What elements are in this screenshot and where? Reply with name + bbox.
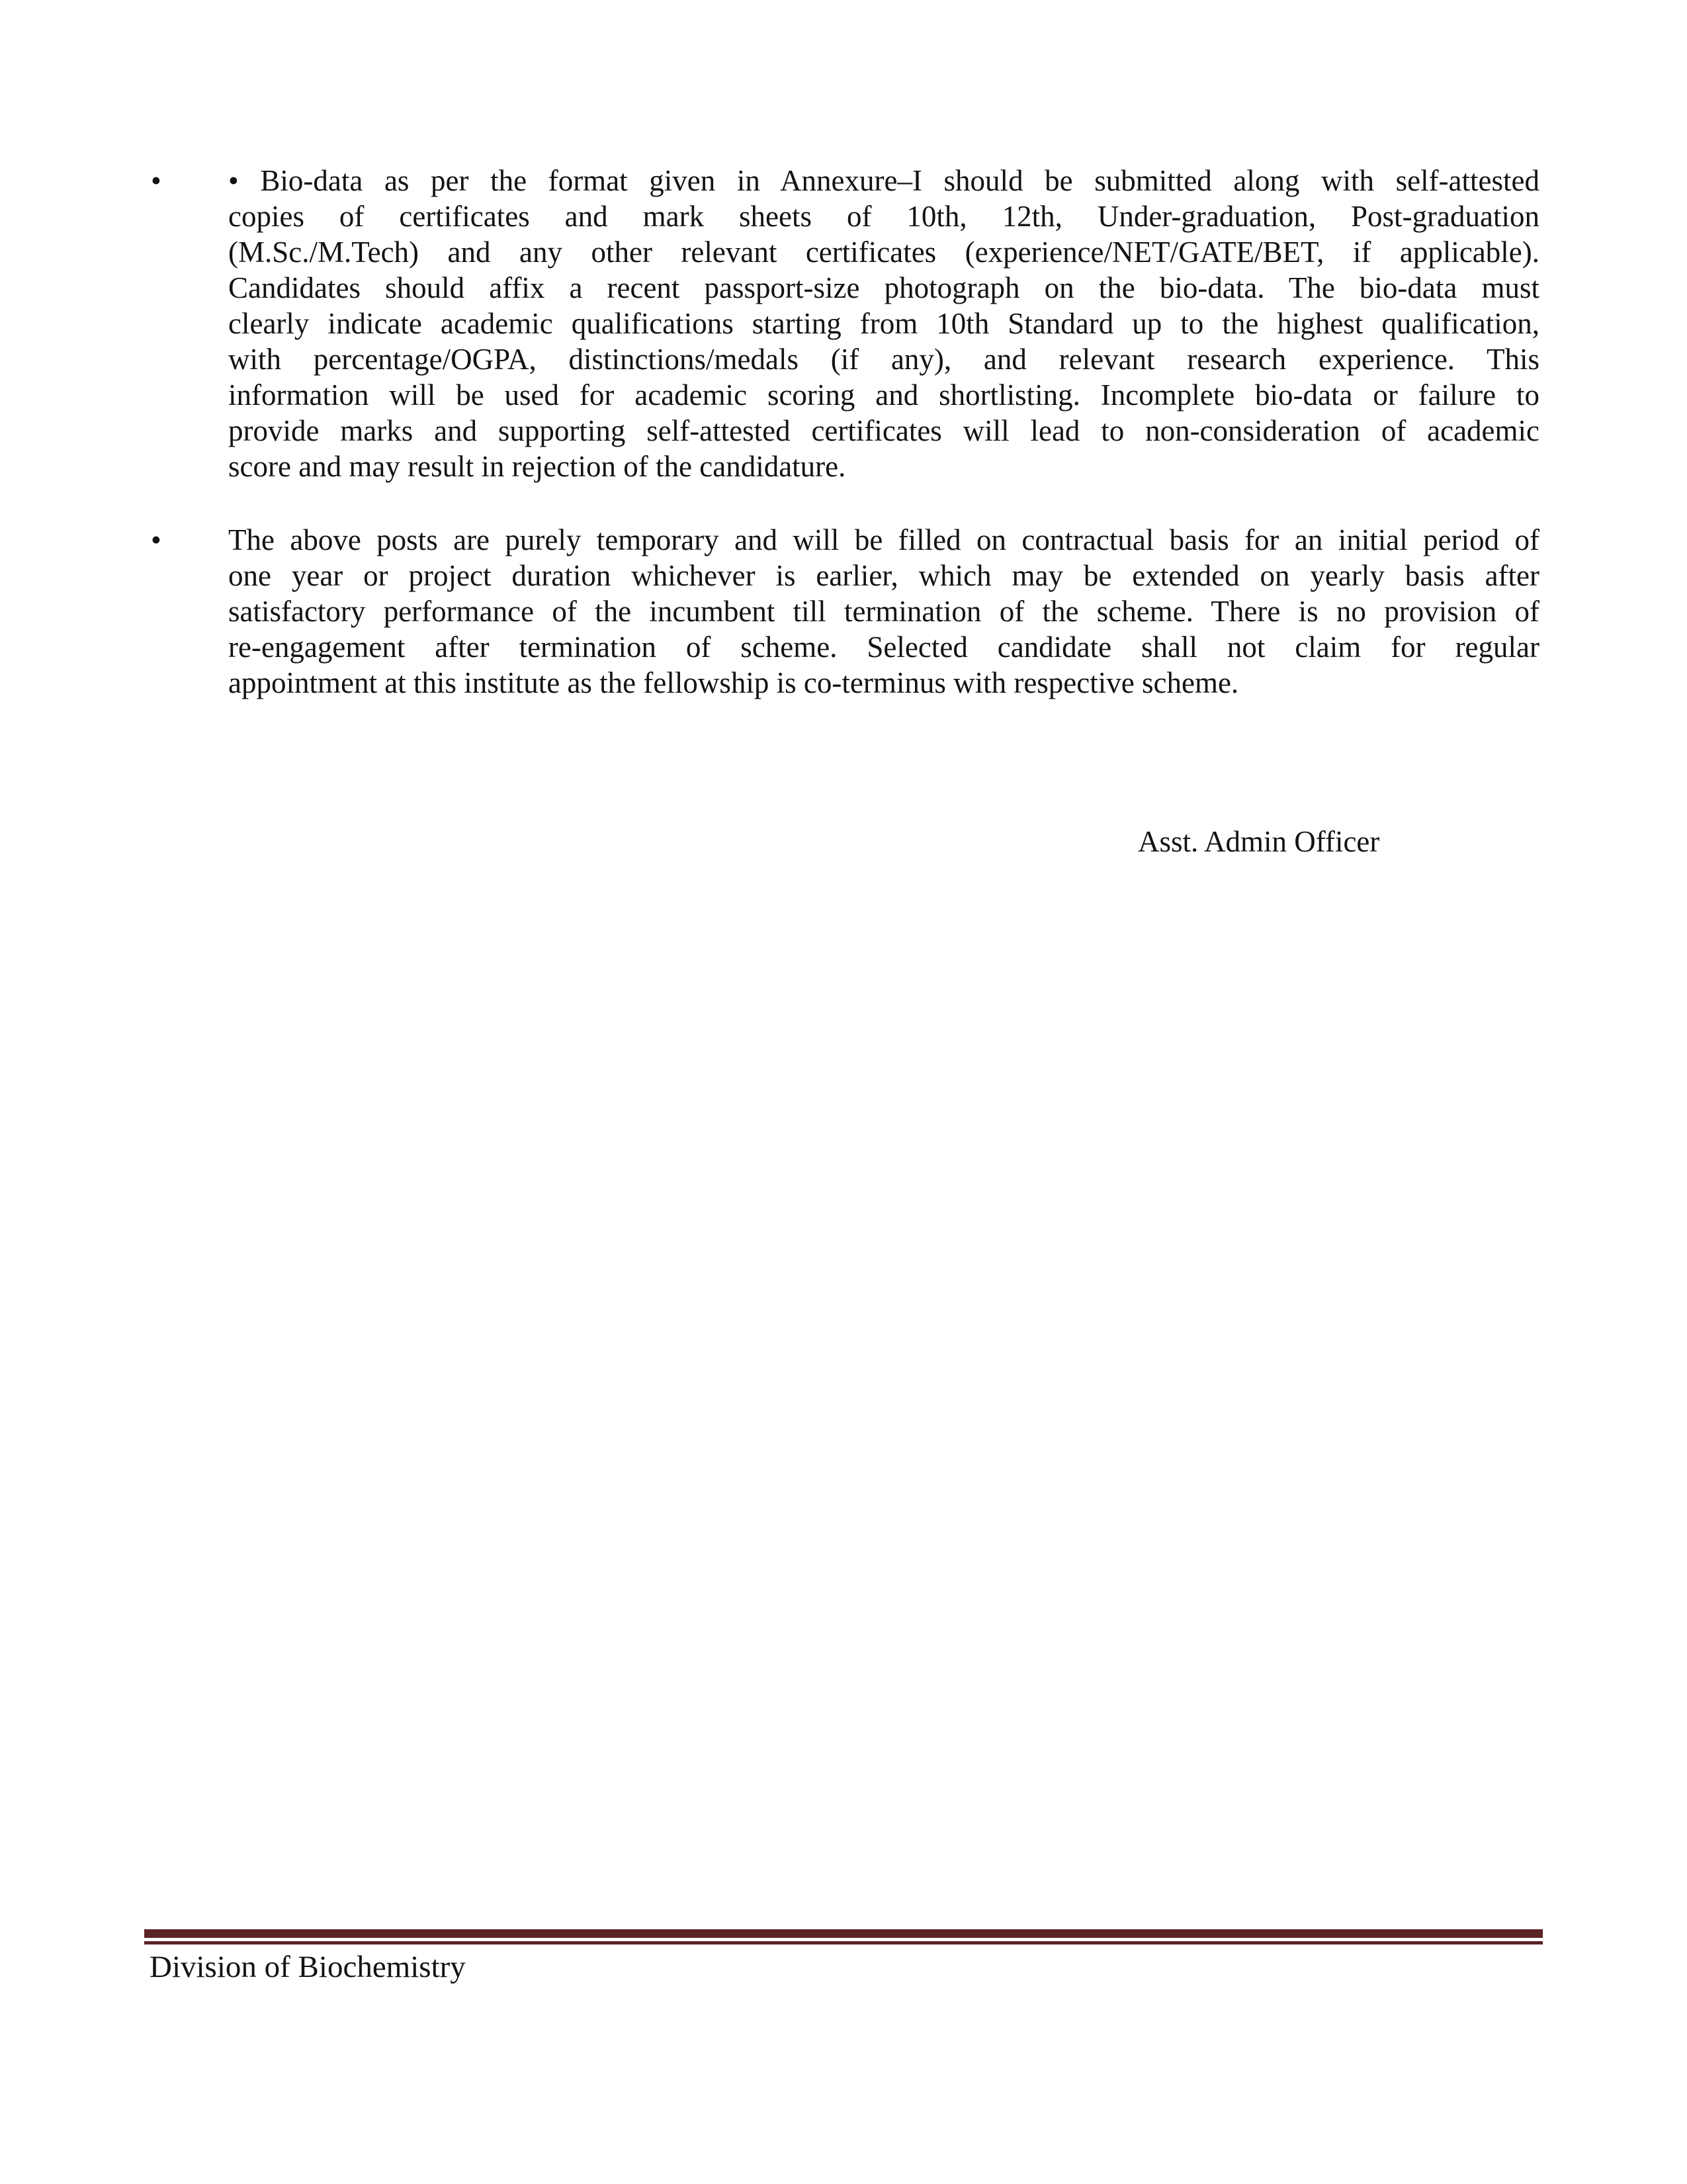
paragraph-line: satisfactory performance of the incumbent till termination of the scheme. There is no provision of bbox=[228, 595, 1539, 628]
paragraph-line: one year or project duration whichever is earlier, which may be extended on yearly basis after bbox=[228, 559, 1539, 592]
paragraph-line: information will be used for academic scoring and shortlisting. Incomplete bio-data or failure to bbox=[228, 378, 1539, 412]
bullet-item bbox=[151, 163, 1539, 484]
bullet-list bbox=[151, 163, 1539, 701]
bullet-marker: • bbox=[151, 523, 161, 556]
paragraph-line: appointment at this institute as the fellowship is co-terminus with respective scheme. bbox=[228, 666, 1239, 699]
bullet-item bbox=[151, 522, 1539, 701]
signature-text: Asst. Admin Officer bbox=[1138, 825, 1380, 858]
paragraph-line: (M.Sc./M.Tech) and any other relevant certificates (experience/NET/GATE/BET, if applicable). bbox=[228, 236, 1539, 269]
paragraph-line: • Bio-data as per the format given in Annexure–I should be submitted along with self-attested bbox=[228, 164, 1539, 197]
footer-division-label: Division of Biochemistry bbox=[150, 1950, 466, 1984]
footer-rule-thin bbox=[144, 1941, 1543, 1944]
bullet-marker: • bbox=[151, 164, 161, 197]
paragraph-line: clearly indicate academic qualifications starting from 10th Standard up to the highest qualification, bbox=[228, 307, 1539, 340]
paragraph-line: Candidates should affix a recent passport-size photograph on the bio-data. The bio-data must bbox=[228, 271, 1539, 304]
paragraph-line: provide marks and supporting self-attested certificates will lead to non-consideration of academic bbox=[228, 414, 1539, 447]
paragraph-line: with percentage/OGPA, distinctions/medals (if any), and relevant research experience. This bbox=[228, 343, 1539, 376]
footer-rule-thick bbox=[144, 1929, 1543, 1938]
paragraph-line: re-engagement after termination of scheme. Selected candidate shall not claim for regular bbox=[228, 631, 1539, 664]
paragraph-line: The above posts are purely temporary and will be filled on contractual basis for an initial period of bbox=[228, 523, 1539, 556]
paragraph-line: score and may result in rejection of the candidature. bbox=[228, 450, 846, 483]
paragraph-line: copies of certificates and mark sheets of 10th, 12th, Under-graduation, Post-graduation bbox=[228, 200, 1539, 233]
